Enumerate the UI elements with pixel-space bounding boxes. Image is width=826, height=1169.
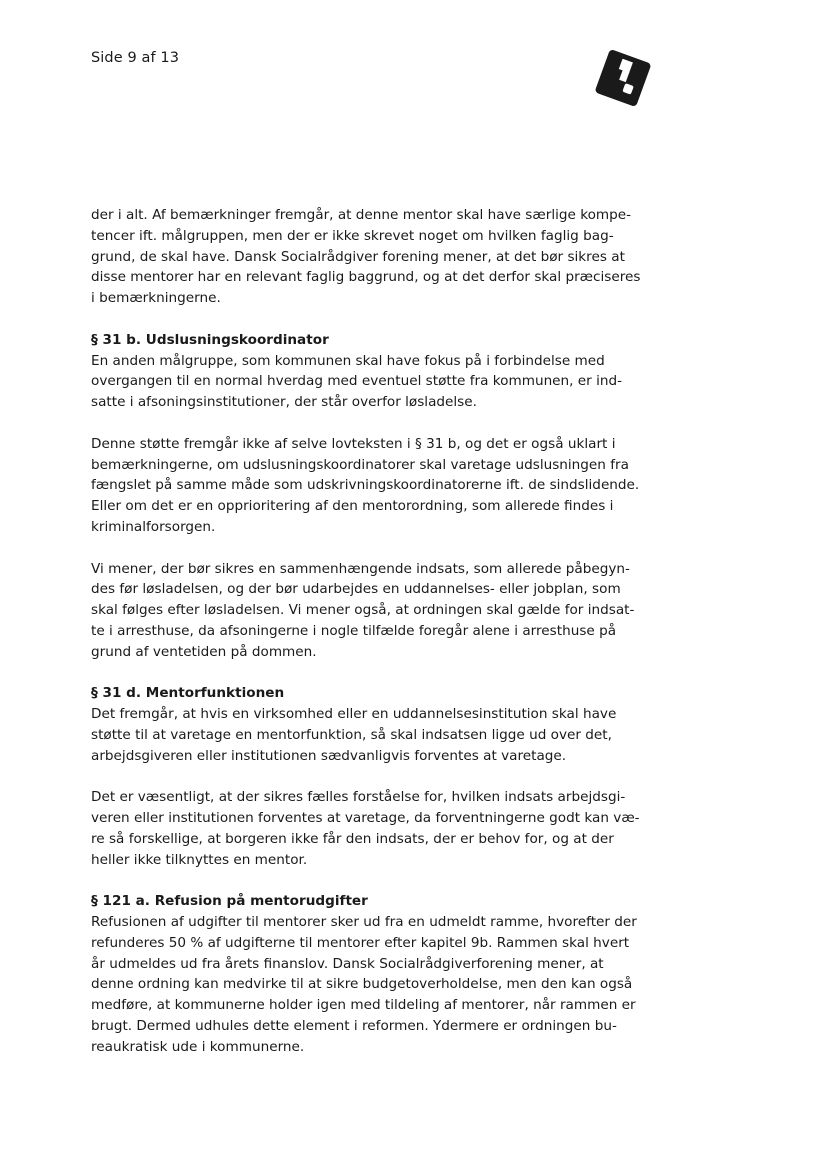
text-line: En anden målgruppe, som kommunen skal have fokus på i forbindelse med [91, 352, 605, 369]
text-line: støtte til at varetage en mentorfunktion, så skal indsatsen ligge ud over det, [91, 726, 612, 743]
text-line: i bemærkningerne. [91, 290, 221, 307]
text-line: tencer ift. målgruppen, men der er ikke skrevet noget om hvilken faglig bag- [91, 227, 614, 244]
text-line: refunderes 50 % af udgifterne til mentorer efter kapitel 9b. Rammen skal hvert [91, 934, 630, 951]
text-line: medføre, at kommunerne holder igen med tildeling af mentorer, når rammen er [91, 997, 636, 1014]
text-line: fængslet på samme måde som udskrivningskoordinatorerne ift. de sindslidende. [91, 477, 640, 494]
text-line: Denne støtte fremgår ikke af selve lovteksten i § 31 b, og det er også uklart i [91, 435, 616, 452]
paragraph [91, 787, 671, 870]
document-body [91, 205, 671, 1058]
text-line: satte i afsoningsinstitutioner, der står overfor løsladelse. [91, 394, 477, 411]
text-line: reaukratisk ude i kommunerne. [91, 1038, 305, 1055]
text-line: brugt. Dermed udhules dette element i reformen. Ydermere er ordningen bu- [91, 1018, 617, 1035]
text-line: Det er væsentligt, at der sikres fælles forståelse for, hvilken indsats arbejdsgi- [91, 789, 626, 806]
section-31b [91, 330, 671, 663]
text-line: des før løsladelsen, og der bør udarbejdes en uddannelses- eller jobplan, som [91, 581, 621, 598]
text-line: Vi mener, der bør sikres en sammenhængende indsats, som allerede påbegyn- [91, 560, 630, 577]
text-line: Det fremgår, at hvis en virksomhed eller en uddannelsesinstitution skal have [91, 706, 617, 723]
page-number: Side 9 af 13 [91, 50, 180, 66]
section-heading: § 31 b. Udslusningskoordinator [91, 331, 329, 348]
section-heading: § 31 d. Mentorfunktionen [91, 685, 285, 702]
text-line: heller ikke tilknyttes en mentor. [91, 851, 308, 868]
text-line: år udmeldes ud fra årets finanslov. Dansk Socialrådgiverforening mener, at [91, 955, 604, 972]
text-line: disse mentorer har en relevant faglig baggrund, og at det derfor skal præciseres [91, 269, 641, 286]
text-line: denne ordning kan medvirke til at sikre budgetoverholdelse, men den kan også [91, 976, 633, 993]
text-line: arbejdsgiveren eller institutionen sædvanligvis forventes at varetage. [91, 747, 567, 764]
text-line: grund af ventetiden på dommen. [91, 643, 317, 660]
section-31d [91, 683, 671, 870]
dansk-socialraadgiverforening-logo [594, 46, 652, 110]
text-line: te i arresthuse, da afsoningerne i nogle tilfælde foregår alene i arresthuse på [91, 622, 617, 639]
text-line: kriminalforsorgen. [91, 518, 216, 535]
intro-paragraph [91, 205, 671, 309]
text-line: Refusionen af udgifter til mentorer sker ud fra en udmeldt ramme, hvorefter der [91, 914, 637, 931]
paragraph [91, 351, 671, 413]
paragraph [91, 559, 671, 663]
text-line: overgangen til en normal hverdag med eventuel støtte fra kommunen, er ind- [91, 373, 623, 390]
text-line: grund, de skal have. Dansk Socialrådgiver forening mener, at det bør sikres at [91, 248, 625, 265]
paragraph [91, 434, 671, 538]
text-line: Eller om det er en opprioritering af den mentorordning, som allerede findes i [91, 498, 614, 515]
section-121a [91, 891, 671, 1057]
text-line: der i alt. Af bemærkninger fremgår, at denne mentor skal have særlige kompe- [91, 207, 632, 223]
paragraph [91, 912, 671, 1058]
text-line: veren eller institutionen forventes at varetage, da forventningerne godt kan væ- [91, 810, 640, 827]
text-line: re så forskellige, at borgeren ikke får den indsats, der er behov for, og at der [91, 830, 614, 847]
text-line: bemærkningerne, om udslusningskoordinatorer skal varetage udslusningen fra [91, 456, 629, 473]
text-line: skal følges efter løsladelsen. Vi mener også, at ordningen skal gælde for indsat- [91, 602, 635, 619]
section-heading: § 121 a. Refusion på mentorudgifter [91, 893, 368, 910]
paragraph [91, 704, 671, 766]
